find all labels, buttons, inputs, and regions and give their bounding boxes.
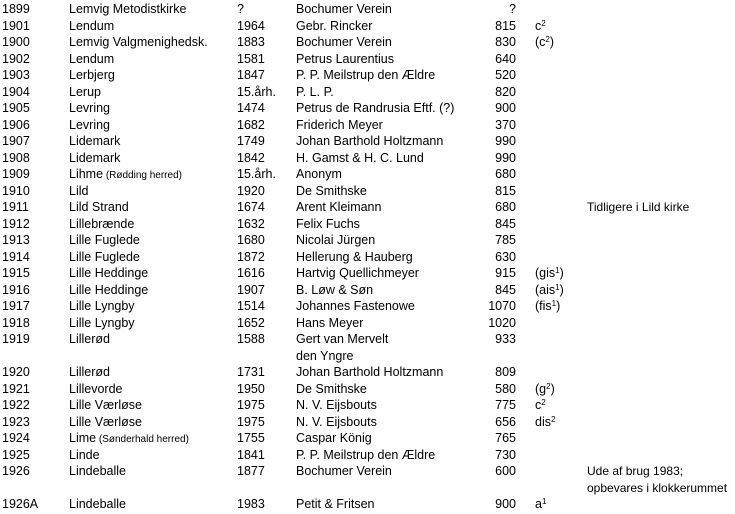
diameter-value: 1070 <box>488 299 516 313</box>
place-note: (Rødding herred) <box>103 170 182 181</box>
place-label: Lild <box>69 183 89 198</box>
place-name <box>69 397 142 413</box>
place-name <box>69 447 100 463</box>
place-name <box>69 414 142 430</box>
bell-founder: Friderich Meyer <box>296 117 383 132</box>
place-name <box>69 282 148 298</box>
tone-label: (g <box>535 381 547 396</box>
cast-year: 1674 <box>237 200 265 214</box>
place-name <box>69 381 123 397</box>
place-name <box>69 183 88 199</box>
tone-label: (ais <box>535 282 556 297</box>
cast-year: 1652 <box>237 315 265 330</box>
place-name <box>69 496 126 512</box>
place-name <box>69 100 110 116</box>
bell-founder: Arent Kleimann <box>296 200 382 214</box>
place-label: Lerup <box>69 84 101 99</box>
diameter-value: 580 <box>495 381 516 396</box>
diameter-value: 990 <box>495 150 516 165</box>
place-label: Levring <box>69 101 110 115</box>
bell-number: 1916 <box>2 282 30 297</box>
place-name <box>69 315 135 331</box>
cast-year: 1755 <box>237 431 265 445</box>
bell-founder: Hartvig Quellichmeyer <box>296 266 419 280</box>
tone-value <box>535 397 546 413</box>
place-name <box>69 249 140 265</box>
tone-octave: 1 <box>555 266 560 275</box>
diameter-value: 915 <box>495 266 516 280</box>
place-label: Lerbjerg <box>69 68 115 82</box>
place-label: Lille Heddinge <box>69 266 149 280</box>
place-label: Lillerød <box>69 332 110 346</box>
bell-founder: Nicolai Jürgen <box>296 233 376 247</box>
diameter-value: 370 <box>495 117 516 132</box>
diameter-value: 680 <box>495 167 516 181</box>
bell-number: 1919 <box>2 332 30 346</box>
cast-year: 1632 <box>237 216 265 231</box>
cast-year: 1842 <box>237 150 265 165</box>
tone-label: a <box>535 497 542 511</box>
bell-number: 1907 <box>2 134 30 148</box>
place-name <box>69 1 186 17</box>
place-label: Lidemark <box>69 134 121 148</box>
tone-label: (fis <box>535 299 552 313</box>
bell-founder: Felix Fuchs <box>296 216 360 231</box>
cast-year: 1950 <box>237 381 265 396</box>
place-name <box>69 199 129 215</box>
tone-label: c <box>535 18 542 33</box>
place-name <box>69 166 182 184</box>
place-label: Lillerød <box>69 365 110 379</box>
cast-year: 1872 <box>237 249 265 264</box>
tone-value <box>535 414 555 430</box>
place-label: Lindeballe <box>69 464 126 478</box>
cast-year: 15.årh. <box>237 167 276 181</box>
cast-year: 1588 <box>237 332 265 346</box>
cast-year: 1964 <box>237 18 265 33</box>
bell-founder: P. P. Meilstrup den Ældre <box>296 68 436 82</box>
bell-number: 1921 <box>2 381 30 396</box>
diameter-value: 845 <box>495 282 516 297</box>
tone-label: dis <box>535 414 551 429</box>
bell-founder: Bochumer Verein <box>296 464 392 478</box>
bell-founder: Bochumer Verein <box>296 2 392 16</box>
bell-number: 1915 <box>2 266 30 280</box>
diameter-value: ? <box>509 2 516 16</box>
diameter-value: 815 <box>495 183 516 198</box>
diameter-value: 990 <box>495 134 516 148</box>
place-label: Lille Lyngby <box>69 315 135 330</box>
cast-year: 1920 <box>237 183 265 198</box>
cast-year: 1841 <box>237 447 265 462</box>
place-name <box>69 51 114 67</box>
tone-octave: 2 <box>541 18 546 28</box>
cast-year: 1975 <box>237 414 265 429</box>
diameter-value: 520 <box>495 68 516 82</box>
place-name <box>69 34 208 50</box>
place-label: Linde <box>69 447 100 462</box>
tone-octave: 1 <box>541 497 547 506</box>
bell-founder: B. Løw & Søn <box>296 282 374 297</box>
cast-year: 15.årh. <box>237 84 276 99</box>
bell-founder-continued: den Yngre <box>296 348 354 363</box>
tone-octave: 2 <box>546 381 551 391</box>
place-label: Lille Lyngby <box>69 299 135 313</box>
bell-number: 1913 <box>2 233 30 247</box>
bell-number: 1926A <box>2 497 39 511</box>
tone-paren: ) <box>550 381 555 396</box>
diameter-value: 680 <box>495 200 516 214</box>
diameter-value: 765 <box>495 431 516 445</box>
diameter-value: 785 <box>495 233 516 247</box>
diameter-value: 775 <box>495 398 516 412</box>
tone-value <box>535 298 560 314</box>
diameter-value: 820 <box>495 84 516 99</box>
bell-founder: Hans Meyer <box>296 315 364 330</box>
bell-number: 1922 <box>2 398 30 412</box>
bell-founder: N. V. Eijsbouts <box>296 414 377 429</box>
bell-founder: P. P. Meilstrup den Ældre <box>296 447 436 462</box>
bell-founder: Bochumer Verein <box>296 35 392 49</box>
place-name <box>69 133 120 149</box>
place-label: Lille Heddinge <box>69 282 149 297</box>
bell-founder: H. Gamst & H. C. Lund <box>296 150 424 165</box>
cast-year: 1975 <box>237 398 265 412</box>
bell-number: 1918 <box>2 315 30 330</box>
bell-number: 1917 <box>2 299 30 313</box>
diameter-value: 900 <box>495 497 516 511</box>
bell-founder: Petrus de Randrusia Eftf. (?) <box>296 101 455 115</box>
place-label: Lemvig Valgmenighedsk. <box>69 35 208 49</box>
place-name <box>69 67 115 83</box>
bell-founder: P. L. P. <box>296 84 334 99</box>
diameter-value: 730 <box>495 447 516 462</box>
diameter-value: 640 <box>495 51 516 66</box>
place-label: Levring <box>69 117 110 132</box>
bell-founder: Anonym <box>296 167 342 181</box>
bell-founder: De Smithske <box>296 183 367 198</box>
bell-founder: De Smithske <box>296 381 367 396</box>
bell-number: 1901 <box>2 18 30 33</box>
tone-paren: ) <box>559 266 564 280</box>
diameter-value: 809 <box>495 365 516 379</box>
place-name <box>69 331 110 347</box>
tone-value <box>535 381 555 397</box>
bell-number: 1900 <box>2 35 30 49</box>
bell-founder: Caspar König <box>296 431 372 445</box>
place-label: Lillebrænde <box>69 216 135 231</box>
bell-number: 1925 <box>2 447 30 462</box>
tone-value <box>535 282 564 298</box>
place-name <box>69 232 140 248</box>
place-label: Lillevorde <box>69 381 123 396</box>
bell-founder: Johannes Fastenowe <box>296 299 415 313</box>
place-label: Lendum <box>69 51 115 66</box>
diameter-value: 600 <box>495 464 516 478</box>
cast-year: 1616 <box>237 266 265 280</box>
bell-number: 1910 <box>2 183 30 198</box>
cast-year: 1983 <box>237 497 265 511</box>
place-name <box>69 298 135 314</box>
tone-octave: 2 <box>545 35 550 44</box>
place-label: Lille Fuglede <box>69 233 140 247</box>
bell-founder: Petit & Fritsen <box>296 497 375 511</box>
bell-founder: Hellerung & Hauberg <box>296 249 413 264</box>
bell-number: 1914 <box>2 249 30 264</box>
tone-label: c <box>535 398 542 412</box>
diameter-value: 630 <box>495 249 516 264</box>
cast-year: 1682 <box>237 117 265 132</box>
place-label: Lidemark <box>69 150 121 165</box>
tone-octave: 1 <box>555 282 560 292</box>
cast-year: 1514 <box>237 299 265 313</box>
bell-number: 1908 <box>2 150 30 165</box>
bell-founder: Gert van Mervelt <box>296 332 389 346</box>
bell-number: 1920 <box>2 365 30 379</box>
bell-number: 1909 <box>2 167 30 181</box>
bell-number: 1905 <box>2 101 30 115</box>
tone-value <box>535 18 546 34</box>
cast-year: 1731 <box>237 365 265 379</box>
diameter-value: 815 <box>495 18 516 33</box>
bell-founder: N. V. Eijsbouts <box>296 398 377 412</box>
cast-year: 1883 <box>237 35 265 49</box>
diameter-value: 933 <box>495 332 516 346</box>
bell-number: 1906 <box>2 117 30 132</box>
cast-year: 1749 <box>237 134 265 148</box>
bell-founder: Petrus Laurentius <box>296 51 394 66</box>
bell-number: 1924 <box>2 431 30 445</box>
diameter-value: 845 <box>495 216 516 231</box>
place-label: Lild Strand <box>69 200 129 214</box>
remark-continued: opbevares i klokkerummet <box>587 480 728 495</box>
cast-year: 1877 <box>237 464 265 478</box>
tone-value <box>535 34 554 50</box>
remark: Ude af brug 1983; <box>587 464 684 478</box>
place-name <box>69 18 114 34</box>
place-note: (Sønderhald herred) <box>96 434 189 445</box>
diameter-value: 900 <box>495 101 516 115</box>
remark: Tidligere i Lild kirke <box>587 200 690 214</box>
tone-value <box>535 496 546 512</box>
place-label: Lille Værløse <box>69 398 142 412</box>
bell-founder: Johan Barthold Holtzmann <box>296 134 444 148</box>
tone-octave: 1 <box>551 299 557 308</box>
bell-number: 1902 <box>2 51 30 66</box>
cast-year: 1907 <box>237 282 265 297</box>
diameter-value: 1020 <box>488 315 516 330</box>
cast-year: 1581 <box>237 51 265 66</box>
place-label: Lille Fuglede <box>69 249 140 264</box>
diameter-value: 656 <box>495 414 516 429</box>
place-name <box>69 150 120 166</box>
cast-year: 1680 <box>237 233 265 247</box>
tone-label: (c <box>535 35 546 49</box>
place-name <box>69 364 110 380</box>
tone-paren: ) <box>549 35 555 49</box>
tone-label: (gis <box>535 266 556 280</box>
place-label: Lindeballe <box>69 497 126 511</box>
place-label: Lille Værløse <box>69 414 142 429</box>
place-name <box>69 117 110 133</box>
place-name <box>69 430 189 448</box>
tone-value <box>535 265 564 281</box>
place-name <box>69 216 134 232</box>
tone-paren: ) <box>556 299 561 313</box>
bell-founder: Gebr. Rincker <box>296 18 373 33</box>
place-name <box>69 84 101 100</box>
bell-number: 1904 <box>2 84 30 99</box>
diameter-value: 830 <box>495 35 516 49</box>
bell-number: 1911 <box>2 200 29 214</box>
tone-paren: ) <box>559 282 564 297</box>
place-label: Lendum <box>69 18 115 33</box>
cast-year: ? <box>237 2 244 16</box>
place-label: Lihme <box>69 167 104 181</box>
tone-octave: 2 <box>541 398 546 407</box>
tone-octave: 2 <box>550 414 556 424</box>
place-name <box>69 463 126 479</box>
place-label: Lime <box>69 431 97 445</box>
bell-number: 1912 <box>2 216 30 231</box>
place-name <box>69 265 148 281</box>
bell-number: 1903 <box>2 68 30 82</box>
bell-number: 1923 <box>2 414 30 429</box>
cast-year: 1474 <box>237 101 265 115</box>
place-label: Lemvig Metodistkirke <box>69 2 187 16</box>
bell-number: 1899 <box>2 2 30 16</box>
bell-founder: Johan Barthold Holtzmann <box>296 365 444 379</box>
bell-number: 1926 <box>2 464 30 478</box>
cast-year: 1847 <box>237 68 265 82</box>
